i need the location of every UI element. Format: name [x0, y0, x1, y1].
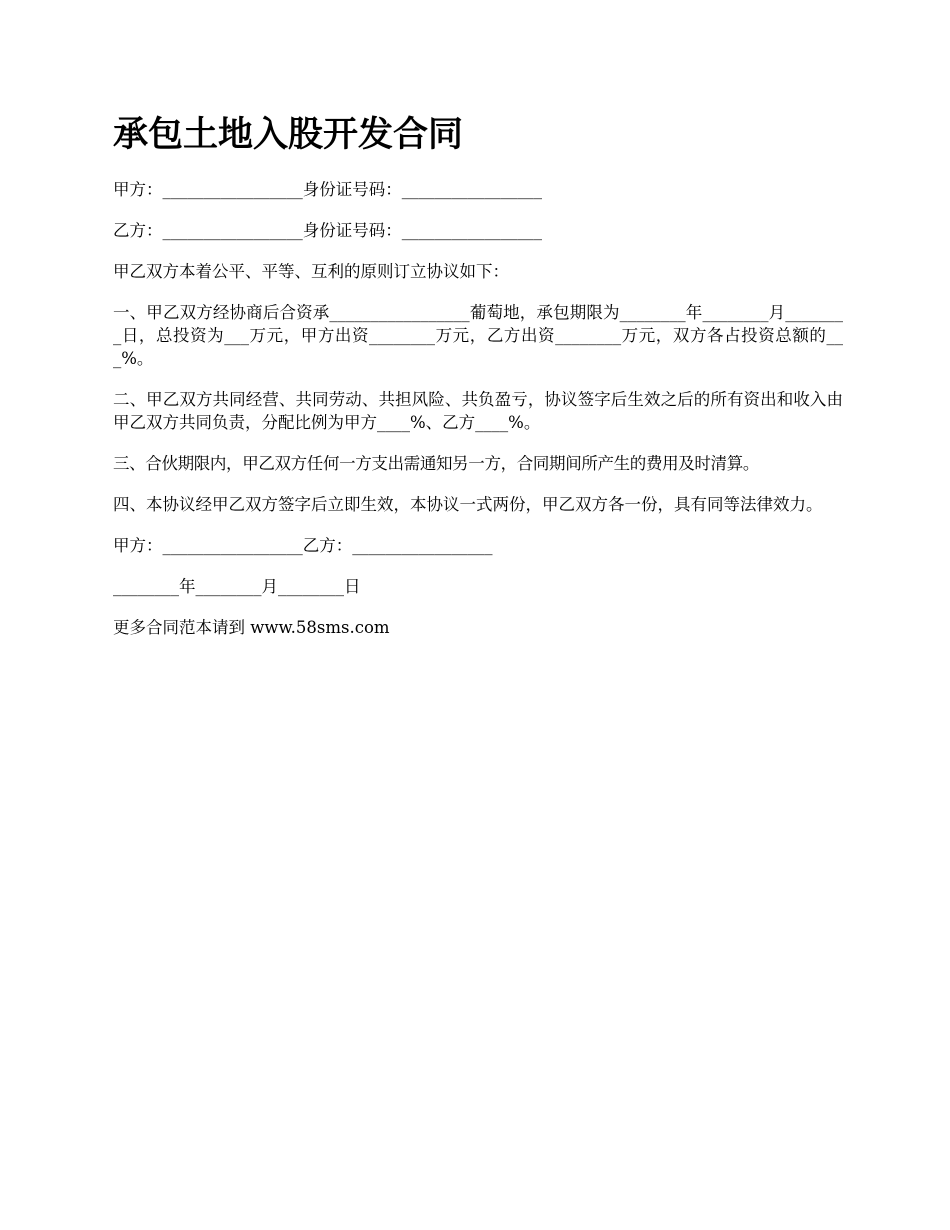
- clause-three: 三、合伙期限内，甲乙双方任何一方支出需通知另一方，合同期间所产生的费用及时清算。: [113, 454, 760, 473]
- footer-note: 更多合同范本请到 www.58sms.com: [113, 618, 390, 637]
- signature-line: 甲方：_________________乙方：_________________: [113, 536, 493, 555]
- clause-one: 一、甲乙双方经协商后合资承_________________葡萄地，承包期限为________年________月________日，总投资为___万元，甲方出资________万元，乙方出资________万元，双方各占投资总额的___%。: [113, 303, 843, 368]
- document-title: 承包土地入股开发合同: [113, 114, 464, 155]
- contract-body: [113, 110, 843, 657]
- date-line: ________年________月________日: [113, 577, 361, 596]
- party-b-line: 乙方：_________________身份证号码：_________________: [113, 221, 542, 240]
- agreement-intro: 甲乙双方本着公平、平等、互利的原则订立协议如下：: [113, 262, 509, 281]
- clause-two: 二、甲乙双方共同经营、共同劳动、共担风险、共负盈亏，协议签字后生效之后的所有资出和收入由甲乙双方共同负责，分配比例为甲方____%、乙方____%。: [113, 390, 843, 432]
- clause-four: 四、本协议经甲乙双方签字后立即生效，本协议一式两份，甲乙双方各一份，具有同等法律效力。: [113, 495, 823, 514]
- party-a-line: 甲方：_________________身份证号码：_________________: [113, 180, 542, 199]
